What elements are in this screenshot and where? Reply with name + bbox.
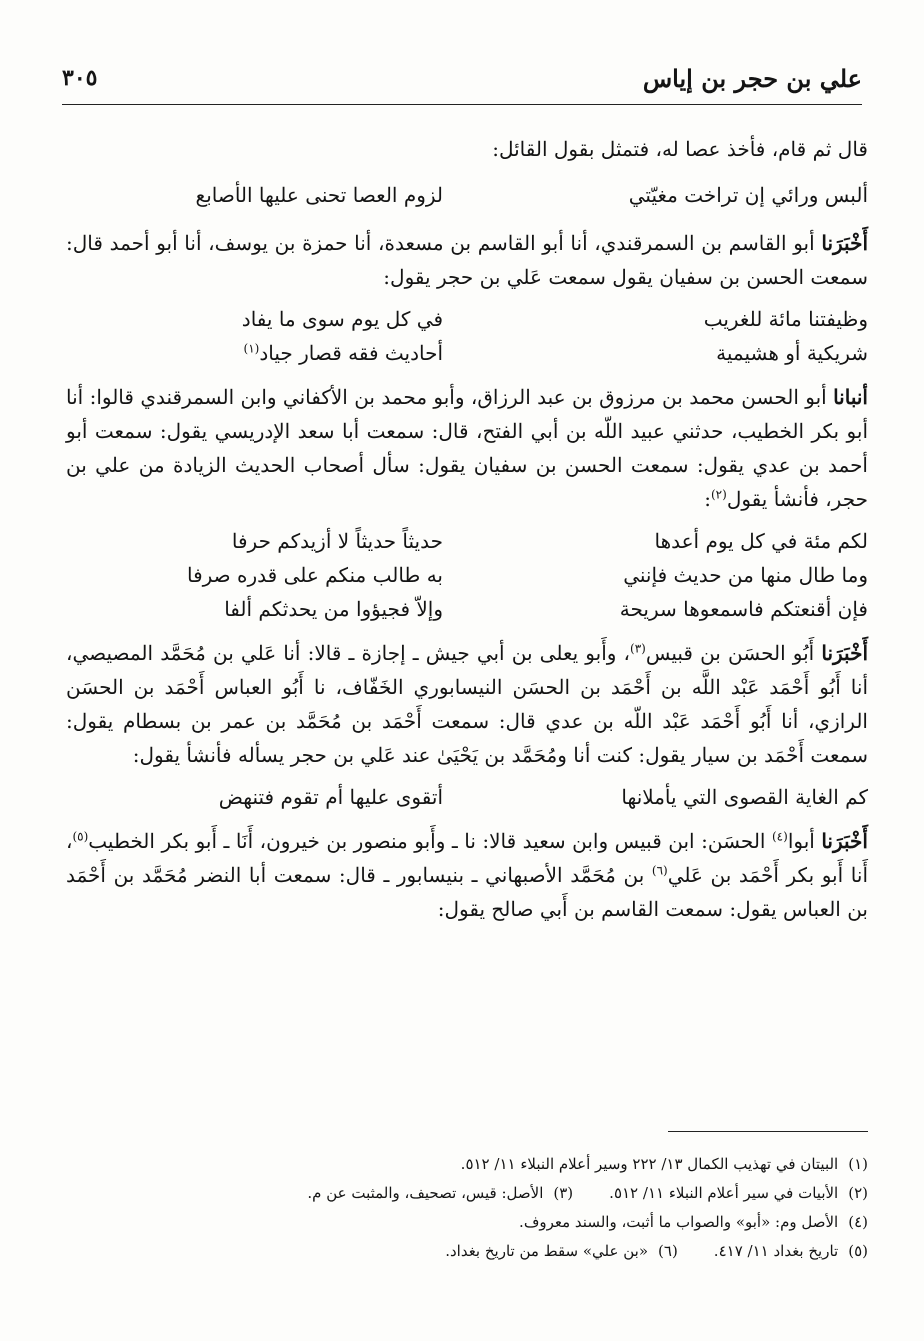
verse-line xyxy=(66,336,868,370)
verse-line xyxy=(66,592,868,626)
verse-second-hemistich xyxy=(66,336,467,370)
verse-second-hemistich: حديثاً حديثاً لا أزيدكم حرفا xyxy=(231,529,443,553)
paragraph-text: أبوا xyxy=(787,829,822,853)
chain-paragraph-4 xyxy=(66,824,868,926)
footnote-marker: (٦) xyxy=(651,863,668,878)
verse-first-hemistich: شريكية أو هشيمية xyxy=(716,341,868,365)
running-title: علي بن حجر بن إياس xyxy=(642,63,862,93)
footnote-text: البيتان في تهذيب الكمال ١٣/ ٢٢٢ وسير أعلام النبلاء ١١/ ٥١٢. xyxy=(460,1155,839,1173)
footnote-marker: (٥) xyxy=(72,829,89,844)
footnote-rule xyxy=(668,1131,868,1132)
paragraph-text: ، أَنا أَبو بكر أَحْمَد بن عَلي xyxy=(66,829,868,887)
paragraph-text: : xyxy=(704,487,711,511)
footnote-marker: (٣) xyxy=(630,641,646,656)
footnote-text: الأصل: قيس، تصحيف، والمثبت عن م. xyxy=(307,1184,544,1202)
hemistich-text: أحاديث فقه قصار جياد xyxy=(259,341,443,365)
paragraph-text: أَبُو الحسَن بن قبيس xyxy=(645,641,822,665)
footnote-5 xyxy=(714,1237,868,1266)
footnote-3 xyxy=(307,1179,573,1208)
footnote-4 xyxy=(519,1208,868,1237)
verse-first-hemistich: لكم مئة في كل يوم أعدها xyxy=(654,529,868,553)
paragraph-text: أبو القاسم بن السمرقندي، أنا أبو القاسم بن مسعدة، أنا حمزة بن يوسف، أنا أبو أحمد قال: سمعت الحسن بن سفيان يقول سمعت عَلي بن حجر يقول: xyxy=(66,231,868,289)
verse-second-hemistich: في كل يوم سوى ما يفاد xyxy=(241,307,443,331)
header-rule xyxy=(62,104,862,105)
footnote-number: (٢) xyxy=(848,1184,868,1202)
verse-line xyxy=(66,524,868,558)
verse-first-hemistich: فإن أقنعتكم فاسمعوها سريحة xyxy=(619,597,868,621)
footnote-text: الأصل وم: «أبو» والصواب ما أثبت، والسند معروف. xyxy=(519,1213,839,1231)
paragraph-text: بن مُحَمَّد الأصبهاني ـ بنيسابور ـ قال: سمعت أبا النضر مُحَمَّد بن أَحْمَد بن العباس يقول: سمعت القاسم بن أَبي صالح يقول: xyxy=(66,863,868,921)
page-header xyxy=(62,56,862,100)
transmission-term: أَخْبَرَنا xyxy=(821,829,868,853)
chain-paragraph-2 xyxy=(66,380,868,516)
verse-line xyxy=(66,174,868,216)
footnote-number: (١) xyxy=(848,1155,868,1173)
footnote-marker: (١) xyxy=(243,341,260,356)
footnote-number: (٣) xyxy=(553,1184,574,1202)
chain-paragraph-1 xyxy=(66,226,868,294)
verse-first-hemistich: وما طال منها من حديث فإنني xyxy=(623,563,868,587)
verse-first-hemistich: كم الغاية القصوى التي يأملانها xyxy=(621,785,868,809)
main-text xyxy=(66,132,868,926)
verse-block-1 xyxy=(66,174,868,216)
verse-line xyxy=(66,302,868,336)
transmission-term: أَخْبَرَنا xyxy=(821,231,868,255)
verse-block-3 xyxy=(66,524,868,626)
footnote-marker: (٢) xyxy=(710,487,727,502)
footnote-6 xyxy=(445,1237,678,1266)
footnote-text: تاريخ بغداد ١١/ ٤١٧. xyxy=(713,1242,839,1260)
verse-first-hemistich: ألبس ورائي إن تراخت مغيّتي xyxy=(628,183,868,207)
paragraph-text: ، وأَبو يعلى بن أبي جيش ـ إجازة ـ قالا: أنا عَلي بن مُحَمَّد المصيصي، أنا أَبُو أَحْمَد عَبْد اللَّه بن أَحْمَد بن الحسَن النيسابوري الخَفّاف، نا أَبُو العباس أَحْمَد بن الحسَن الرازي، أنا أَبُو أَحْمَد عَبْد اللّه بن عدي قال: سمعت أَحْمَد بن مُحَمَّد بن عمر بن بسطام يقول: سمعت أَحْمَد بن سيار يقول: كنت أنا ومُحَمَّد بن يَحْيَىٰ عند عَلي بن حجر يسأله فأنشأ يقول: xyxy=(66,641,868,767)
footnote-text: الأبيات في سير أعلام النبلاء ١١/ ٥١٢. xyxy=(609,1184,839,1202)
footnote-line xyxy=(66,1237,868,1266)
verse-second-hemistich: أتقوى عليها أم تقوم فتنهض xyxy=(218,785,443,809)
footnote-2 xyxy=(609,1179,868,1208)
verse-block-4 xyxy=(66,780,868,814)
verse-line xyxy=(66,780,868,814)
footnote-number: (٦) xyxy=(658,1242,678,1260)
paragraph-text: الحسَن: ابن قبيس وابن سعيد قالا: نا ـ وأَبو منصور بن خيرون، أَنَا ـ أَبو بكر الخطيب xyxy=(88,829,772,853)
verse-line xyxy=(66,558,868,592)
transmission-term: أَخْبَرَنا xyxy=(821,641,868,665)
footnote-line xyxy=(66,1150,868,1179)
footnote-1 xyxy=(461,1150,868,1179)
footnote-line xyxy=(66,1179,868,1208)
verse-first-hemistich: وظيفتنا مائة للغريب xyxy=(703,307,868,331)
footnote-number: (٤) xyxy=(848,1213,868,1231)
intro-paragraph: قال ثم قام، فأخذ عصا له، فتمثل بقول القائل: xyxy=(492,137,868,161)
footnote-number: (٥) xyxy=(848,1242,868,1260)
verse-second-hemistich: لزوم العصا تحنى عليها الأصابع xyxy=(195,183,443,207)
chain-paragraph-3 xyxy=(66,636,868,772)
paragraph-text: أبو الحسن محمد بن مرزوق بن عبد الرزاق، وأبو محمد بن الأكفاني وابن السمرقندي قالوا: أنا أبو بكر الخطيب، حدثني عبيد اللّه بن أبي الفتح، قال: سمعت أبا سعد الإدريسي يقول: سمعت أبو أحمد بن عدي يقول: سمعت الحسن بن سفيان يقول: سأل أصحاب الحديث الزيادة من علي بن حجر، فأنشأ يقول xyxy=(66,385,868,511)
page-number: ٣٠٥ xyxy=(62,65,98,91)
footnotes xyxy=(66,1150,868,1266)
transmission-term: أنبانا xyxy=(833,385,868,409)
verse-second-hemistich: به طالب منكم على قدره صرفا xyxy=(186,563,443,587)
verse-block-2 xyxy=(66,302,868,370)
verse-second-hemistich: وإلاّ فجيؤوا من يحدثكم ألفا xyxy=(224,597,443,621)
footnote-line xyxy=(66,1208,868,1237)
footnote-marker: (٤) xyxy=(771,829,788,844)
footnote-text: «بن علي» سقط من تاريخ بغداد. xyxy=(445,1242,649,1260)
